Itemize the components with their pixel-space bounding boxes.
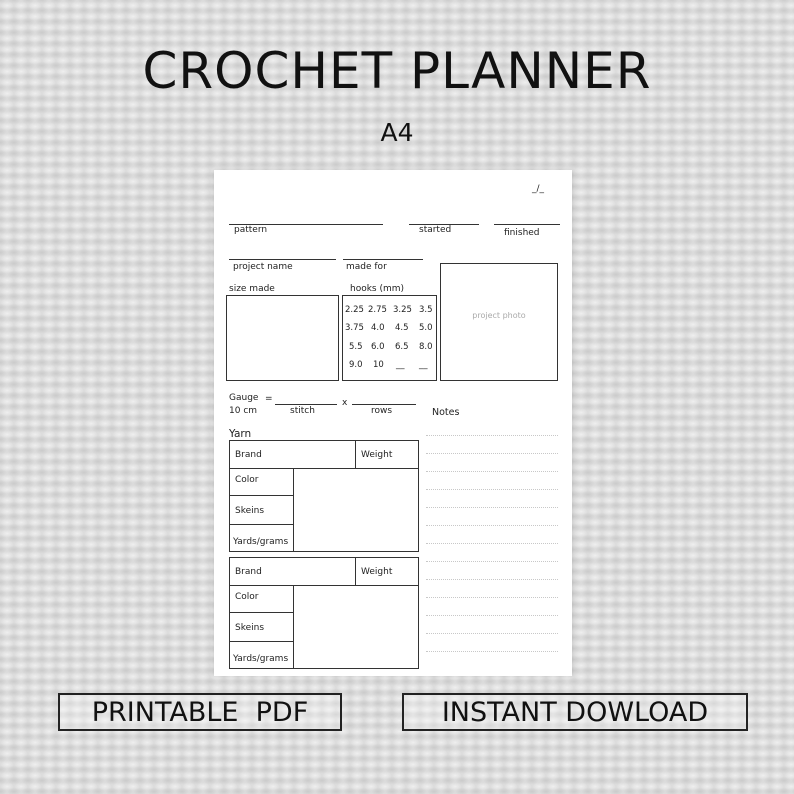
weight-cell: Weight (355, 440, 419, 469)
gauge-times: x (342, 398, 348, 408)
hook-size: 2.25 (345, 305, 364, 315)
hook-size: 4.5 (395, 323, 409, 333)
date-marker: _/_ (532, 184, 545, 194)
hook-size: 2.75 (368, 305, 387, 315)
started-label: started (419, 225, 452, 235)
hook-size: 9.0 (349, 360, 363, 370)
weight-cell: Weight (355, 557, 419, 586)
hook-size: __ (396, 360, 405, 370)
notes-line (426, 633, 558, 634)
size-made-box (226, 295, 339, 381)
stitch-label: stitch (290, 406, 315, 416)
hook-size: 10 (373, 360, 384, 370)
planner-sheet (214, 170, 572, 676)
hook-size: 3.5 (419, 305, 433, 315)
hooks-label: hooks (mm) (350, 284, 405, 294)
skeins-cell: Skeins (229, 612, 294, 642)
project-name-label: project name (233, 262, 293, 272)
color-cell: Color (229, 585, 294, 613)
brand-cell: Brand (229, 557, 356, 586)
project-photo-box (440, 263, 558, 381)
made-for-label: made for (346, 262, 387, 272)
rows-line (352, 404, 416, 405)
notes-line (426, 489, 558, 490)
brand-cell: Brand (229, 440, 356, 469)
rows-label: rows (371, 406, 393, 416)
hook-size: 8.0 (419, 342, 433, 352)
printable-pdf-badge: PRINTABLE PDF (58, 693, 342, 731)
color-cell: Color (229, 468, 294, 496)
notes-line (426, 435, 558, 436)
hook-size: 6.5 (395, 342, 409, 352)
made-for-line (343, 259, 423, 260)
notes-line (426, 579, 558, 580)
size-made-label: size made (229, 284, 275, 294)
finished-label: finished (504, 228, 540, 238)
notes-line (426, 453, 558, 454)
hooks-box (342, 295, 437, 381)
skeins-cell: Skeins (229, 495, 294, 525)
pattern-label: pattern (234, 225, 268, 235)
project-photo-label: project photo (472, 311, 526, 320)
notes-line (426, 597, 558, 598)
project-name-line (229, 259, 336, 260)
yarn-details-box (293, 585, 419, 669)
notes-line (426, 615, 558, 616)
hook-size: 4.0 (371, 323, 385, 333)
notes-line (426, 561, 558, 562)
notes-line (426, 651, 558, 652)
hook-size: 3.75 (345, 323, 364, 333)
stitch-line (275, 404, 337, 405)
hook-size: __ (419, 360, 428, 370)
finished-line (494, 224, 560, 225)
gauge-equals: = (265, 394, 273, 404)
page-subtitle: A4 (380, 118, 414, 147)
hook-size: 3.25 (393, 305, 412, 315)
notes-label: Notes (432, 407, 460, 418)
gauge-size-label: 10 cm (229, 406, 258, 416)
yarn-details-box (293, 468, 419, 552)
notes-line (426, 471, 558, 472)
yarn-label: Yarn (229, 428, 252, 440)
hook-size: 5.0 (419, 323, 433, 333)
notes-line (426, 507, 558, 508)
notes-line (426, 543, 558, 544)
yards-cell: Yards/grams (229, 641, 294, 669)
yards-cell: Yards/grams (229, 524, 294, 552)
instant-download-badge: INSTANT DOWLOAD (402, 693, 748, 731)
notes-line (426, 525, 558, 526)
gauge-label: Gauge (229, 393, 259, 403)
hook-size: 5.5 (349, 342, 363, 352)
hook-size: 6.0 (371, 342, 385, 352)
page-title: CROCHET PLANNER (142, 42, 652, 100)
